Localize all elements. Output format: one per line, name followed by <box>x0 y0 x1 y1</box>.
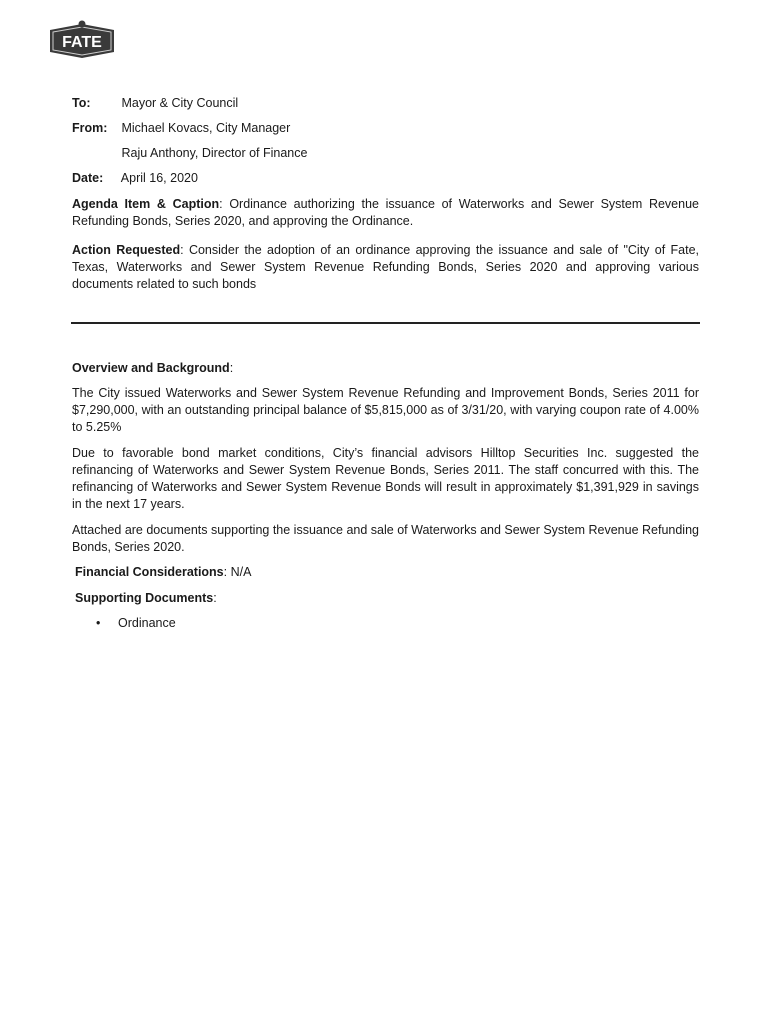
to-label: To: <box>72 96 91 110</box>
svg-text:FATE: FATE <box>62 34 102 51</box>
overview-paragraph-3: Attached are documents supporting the issuance and sale of Waterworks and Sewer System Revenue Refunding Bonds, Series 2020. <box>72 523 699 554</box>
supporting-documents: Supporting Documents: <box>75 591 217 605</box>
from-line <box>72 120 702 137</box>
agenda-label: Agenda Item & Caption <box>72 197 220 211</box>
to-line <box>72 95 702 112</box>
from-line-2 <box>72 145 702 162</box>
overview-paragraph-1: The City issued Waterworks and Sewer System Revenue Refunding and Improvement Bonds, Series 2011 for $7,290,000, with an outstanding principal balance of $5,815,000 as of 3/31/20, with varying coupon rate of 4.00% to 5.25% <box>72 386 699 434</box>
action-text: : Consider the adoption of an ordinance approving the issuance and sale of "City of Fate, Texas, Waterworks and Sewer System Revenue Refunding Bonds, Series 2020 and approving various documents related to such bonds <box>72 243 700 291</box>
action-requested <box>72 242 699 293</box>
agenda-text: : Ordinance authorizing the issuance of Waterworks and Sewer System Revenue Refunding Bonds, Series 2020, and approving the Ordinance. <box>72 197 699 228</box>
overview-paragraph-2: Due to favorable bond market conditions, City’s financial advisors Hilltop Securities Inc. suggested the refinancing of Waterworks and Sewer System Revenue Bonds, Series 2011. The staff concurred with this. The refinancing of Waterworks and Sewer System Revenue Bonds will result in approximately $1,391,929 in savings in the next 17 years. <box>72 446 699 511</box>
supporting-item-ordinance: Ordinance <box>118 616 176 630</box>
financial-text: : N/A <box>223 565 252 579</box>
action-label: Action Requested <box>72 243 181 257</box>
from-value-manager: Michael Kovacs, City Manager <box>121 121 291 135</box>
from-value-finance: Raju Anthony, Director of Finance <box>121 146 308 160</box>
date-value: April 16, 2020 <box>120 171 198 185</box>
city-of-fate-logo <box>44 18 120 64</box>
bullet-icon: • <box>96 616 101 630</box>
overview-heading: Overview and Background: <box>72 361 234 375</box>
date-label: Date: <box>72 171 104 185</box>
financial-label: Financial Considerations <box>75 565 224 579</box>
date-line <box>72 170 702 187</box>
agenda-item <box>72 196 699 230</box>
from-label: From: <box>72 121 108 135</box>
list-item <box>96 615 176 632</box>
supporting-label: Supporting Documents <box>75 591 214 605</box>
divider <box>71 322 700 324</box>
to-value: Mayor & City Council <box>121 96 239 110</box>
financial-considerations <box>75 564 702 581</box>
